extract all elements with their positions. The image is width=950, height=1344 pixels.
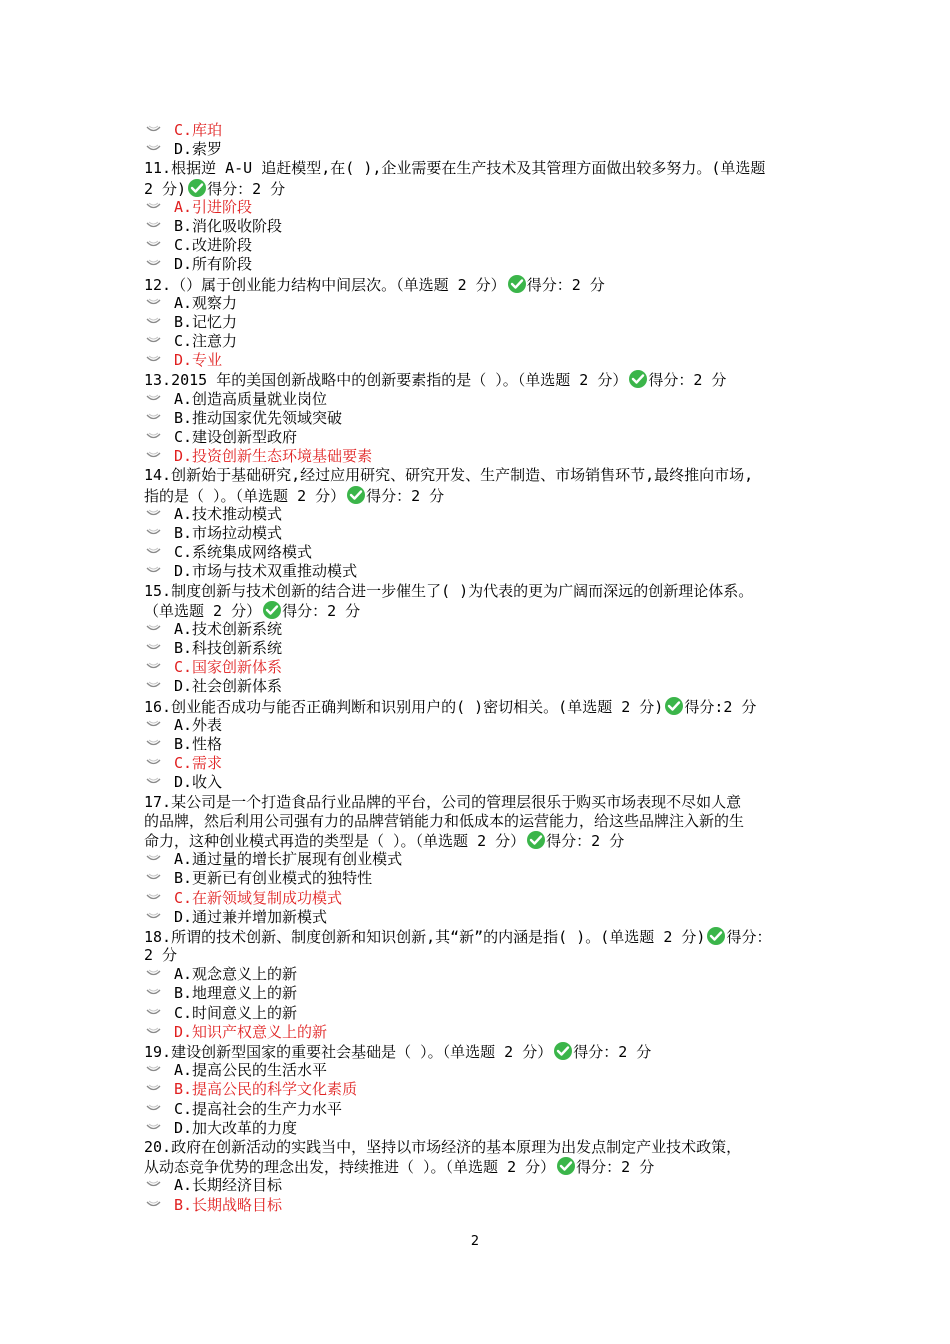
answer-option-label: B.消化吸收阶段 [174, 216, 283, 235]
answer-option-label: D.加大改革的力度 [174, 1118, 298, 1137]
radio-button-icon[interactable] [146, 298, 161, 308]
answer-option[interactable] [144, 332, 824, 351]
answer-option[interactable] [144, 1004, 824, 1023]
answer-option-label: D.通过兼并增加新模式 [174, 907, 328, 926]
question-block [144, 927, 824, 965]
question-text-line: 12.（）属于创业能力结构中间层次。（单选题 2 分） 得分：2 分 [144, 275, 605, 294]
answer-option-label: B.记忆力 [174, 312, 238, 331]
check-icon [347, 486, 365, 504]
check-icon [557, 1157, 575, 1175]
radio-button-icon[interactable] [146, 1008, 161, 1018]
score-label: 得分:2 分 [684, 697, 757, 716]
question-block [144, 1138, 824, 1176]
answer-option[interactable] [144, 716, 824, 735]
check-icon [263, 601, 281, 619]
answer-option[interactable] [144, 850, 824, 869]
answer-option-label: B.提高公民的科学文化素质 [174, 1080, 358, 1099]
radio-button-icon[interactable] [146, 259, 161, 269]
answer-option-label: A.提高公民的生活水平 [174, 1061, 328, 1080]
answer-option[interactable] [144, 121, 824, 140]
question-text-line: 11.根据逆 A-U 追赶模型,在( ),企业需要在生产技术及其管理方面做出较多努力。(单选题 [144, 159, 766, 178]
radio-button-icon[interactable] [146, 1027, 161, 1037]
answer-option[interactable] [144, 217, 824, 236]
answer-option[interactable] [144, 869, 824, 888]
radio-button-icon[interactable] [146, 1084, 161, 1094]
score-label: 得分： [726, 927, 772, 946]
radio-button-icon[interactable] [146, 873, 161, 883]
answer-option-label: B.市场拉动模式 [174, 523, 283, 542]
check-icon [508, 275, 526, 293]
answer-option-label: D.专业 [174, 351, 223, 370]
score-label: 得分：2 分 [546, 831, 625, 850]
answer-option-label: D.收入 [174, 773, 223, 792]
question-text-line: 20.政府在创新活动的实践当中，坚持以市场经济的基本原理为出发点制定产业技术政策， [144, 1137, 742, 1156]
score-label: 得分：2 分 [366, 486, 445, 505]
answer-option[interactable] [144, 1023, 824, 1042]
answer-option-label: B.更新已有创业模式的独特性 [174, 869, 373, 888]
radio-button-icon[interactable] [146, 1123, 161, 1133]
score-label: 得分：2 分 [282, 601, 361, 620]
radio-button-icon[interactable] [146, 681, 161, 691]
radio-button-icon[interactable] [146, 739, 161, 749]
answer-option[interactable] [144, 1119, 824, 1138]
question-text-line: （单选题 2 分） 得分：2 分 [144, 601, 361, 620]
radio-button-icon[interactable] [146, 451, 161, 461]
radio-button-icon[interactable] [146, 528, 161, 538]
score-label: 得分：2 分 [573, 1043, 652, 1061]
radio-button-icon[interactable] [146, 1200, 161, 1210]
answer-option[interactable] [144, 1080, 824, 1099]
answer-option[interactable] [144, 1061, 824, 1080]
score-value-line: 2 分 [144, 946, 178, 965]
radio-button-icon[interactable] [146, 988, 161, 998]
radio-button-icon[interactable] [146, 566, 161, 576]
radio-button-icon[interactable] [146, 758, 161, 768]
radio-button-icon[interactable] [146, 336, 161, 346]
answer-option-label: D.市场与技术双重推动模式 [174, 562, 358, 581]
radio-button-icon[interactable] [146, 643, 161, 653]
radio-button-icon[interactable] [146, 547, 161, 557]
answer-option-label: C.时间意义上的新 [174, 1003, 298, 1022]
question-text-line: 13.2015 年的美国创新战略中的创新要素指的是（ ）。（单选题 2 分） 得分：2 分 [144, 371, 727, 390]
answer-option-label: D.索罗 [174, 140, 223, 159]
answer-option[interactable] [144, 658, 824, 677]
radio-button-icon[interactable] [146, 1065, 161, 1075]
radio-button-icon[interactable] [146, 317, 161, 327]
answer-option[interactable] [144, 965, 824, 984]
answer-option[interactable] [144, 889, 824, 908]
answer-option[interactable] [144, 505, 824, 524]
score-label: 得分：2 分 [207, 179, 286, 198]
answer-option-label: C.在新领域复制成功模式 [174, 888, 343, 907]
radio-button-icon[interactable] [146, 854, 161, 864]
answer-option[interactable] [144, 409, 824, 428]
question-text-line: 14.创新始于基础研究,经过应用研究、研究开发、生产制造、市场销售环节,最终推向市场, [144, 466, 754, 485]
answer-option[interactable] [144, 255, 824, 274]
page-number: 2 [470, 1234, 480, 1249]
answer-option-label: A.技术推动模式 [174, 504, 283, 523]
check-icon [554, 1042, 572, 1060]
answer-option[interactable] [144, 313, 824, 332]
answer-option[interactable] [144, 677, 824, 696]
answer-option-label: B.推动国家优先领域突破 [174, 408, 343, 427]
answer-option-label: C.系统集成网络模式 [174, 543, 313, 562]
answer-option-label: D.投资创新生态环境基础要素 [174, 447, 373, 466]
answer-option[interactable] [144, 543, 824, 562]
question-block [144, 466, 824, 504]
answer-option[interactable] [144, 754, 824, 773]
check-icon [665, 697, 683, 715]
answer-option[interactable] [144, 294, 824, 313]
answer-option-label: A.长期经济目标 [174, 1176, 283, 1195]
radio-button-icon[interactable] [146, 720, 161, 730]
answer-option[interactable] [144, 198, 824, 217]
answer-option-label: A.创造高质量就业岗位 [174, 389, 328, 408]
answer-option-label: B.地理意义上的新 [174, 984, 298, 1003]
answer-option-label: C.国家创新体系 [174, 658, 283, 677]
radio-button-icon[interactable] [146, 240, 161, 250]
score-label: 得分：2 分 [576, 1158, 655, 1177]
answer-option-label: C.注意力 [174, 332, 238, 351]
answer-option-label: A.观察力 [174, 293, 238, 312]
answer-option-label: A.技术创新系统 [174, 619, 283, 638]
score-label: 得分：2 分 [648, 371, 727, 390]
answer-option[interactable] [144, 620, 824, 639]
radio-button-icon[interactable] [146, 912, 161, 922]
answer-option[interactable] [144, 562, 824, 581]
answer-option[interactable] [144, 1176, 824, 1195]
question-text-line: 15.制度创新与技术创新的结合进一步催生了( )为代表的更为广阔而深远的创新理论体系。 [144, 581, 754, 600]
radio-button-icon[interactable] [146, 355, 161, 365]
question-text-line: 18.所谓的技术创新、制度创新和知识创新,其“新”的内涵是指( )。(单选题 2 分) 得分： [144, 927, 772, 946]
check-icon [707, 927, 725, 945]
radio-button-icon[interactable] [146, 202, 161, 212]
radio-button-icon[interactable] [146, 624, 161, 634]
answer-option[interactable] [144, 984, 824, 1003]
radio-button-icon[interactable] [146, 1180, 161, 1190]
answer-option-label: B.长期战略目标 [174, 1195, 283, 1214]
check-icon [527, 831, 545, 849]
answer-option[interactable] [144, 639, 824, 658]
question-block [144, 370, 824, 389]
question-text-line: 的品牌，然后利用公司强有力的品牌营销能力和低成本的运营能力，给这些品牌注入新的生 [144, 811, 745, 830]
answer-option[interactable] [144, 428, 824, 447]
radio-button-icon[interactable] [146, 394, 161, 404]
radio-button-icon[interactable] [146, 509, 161, 519]
answer-option-label: D.社会创新体系 [174, 677, 283, 696]
question-text-line: 17.某公司是一个打造食品行业品牌的平台，公司的管理层很乐于购买市场表现不尽如人意 [144, 792, 742, 811]
answer-option[interactable] [144, 524, 824, 543]
score-label: 得分：2 分 [526, 275, 605, 294]
answer-option-label: A.通过量的增长扩展现有创业模式 [174, 850, 403, 869]
answer-option-label: C.库珀 [174, 121, 223, 139]
check-icon [629, 370, 647, 388]
answer-option-label: A.观念意义上的新 [174, 965, 298, 984]
answer-option-label: C.改进阶段 [174, 236, 253, 255]
question-block [144, 697, 824, 716]
quiz-content [144, 121, 824, 1215]
answer-option[interactable] [144, 1196, 824, 1215]
answer-option[interactable] [144, 447, 824, 466]
question-block [144, 275, 824, 294]
answer-option[interactable] [144, 735, 824, 754]
check-icon [188, 179, 206, 197]
answer-option[interactable] [144, 236, 824, 255]
answer-option-label: B.性格 [174, 735, 223, 753]
radio-button-icon[interactable] [146, 662, 161, 672]
answer-option[interactable] [144, 351, 824, 370]
answer-option-label: C.建设创新型政府 [174, 428, 298, 446]
radio-button-icon[interactable] [146, 969, 161, 979]
answer-option-label: C.需求 [174, 754, 223, 773]
answer-option-label: C.提高社会的生产力水平 [174, 1099, 343, 1118]
radio-button-icon[interactable] [146, 1104, 161, 1114]
radio-button-icon[interactable] [146, 413, 161, 423]
radio-button-icon[interactable] [146, 221, 161, 231]
question-text-line: 从动态竞争优势的理念出发，持续推进（ ）。（单选题 2 分） 得分：2 分 [144, 1158, 655, 1177]
answer-option-label: A.外表 [174, 715, 223, 734]
radio-button-icon[interactable] [146, 144, 161, 154]
question-text-line: 2 分) 得分：2 分 [144, 179, 286, 198]
question-block [144, 1042, 824, 1061]
answer-option-label: D.知识产权意义上的新 [174, 1022, 328, 1041]
radio-button-icon[interactable] [146, 777, 161, 787]
answer-option[interactable] [144, 140, 824, 159]
question-block [144, 793, 824, 851]
answer-option[interactable] [144, 773, 824, 792]
answer-option[interactable] [144, 908, 824, 927]
answer-option-label: B.科技创新系统 [174, 639, 283, 658]
radio-button-icon[interactable] [146, 432, 161, 442]
radio-button-icon[interactable] [146, 893, 161, 903]
answer-option[interactable] [144, 390, 824, 409]
question-block [144, 159, 824, 197]
question-text-line: 指的是（ ）。（单选题 2 分） 得分：2 分 [144, 486, 445, 505]
question-text-line: 16.创业能否成功与能否正确判断和识别用户的( )密切相关。(单选题 2 分) 得分:2 分 [144, 697, 757, 716]
question-block [144, 582, 824, 620]
answer-option-label: D.所有阶段 [174, 255, 253, 274]
radio-button-icon[interactable] [146, 125, 161, 135]
answer-option-label: A.引进阶段 [174, 197, 253, 216]
question-text-line: 19.建设创新型国家的重要社会基础是（ ）。（单选题 2 分） 得分：2 分 [144, 1043, 652, 1061]
answer-option[interactable] [144, 1100, 824, 1119]
question-text-line: 命力，这种创业模式再造的类型是（ ）。（单选题 2 分） 得分：2 分 [144, 831, 625, 850]
